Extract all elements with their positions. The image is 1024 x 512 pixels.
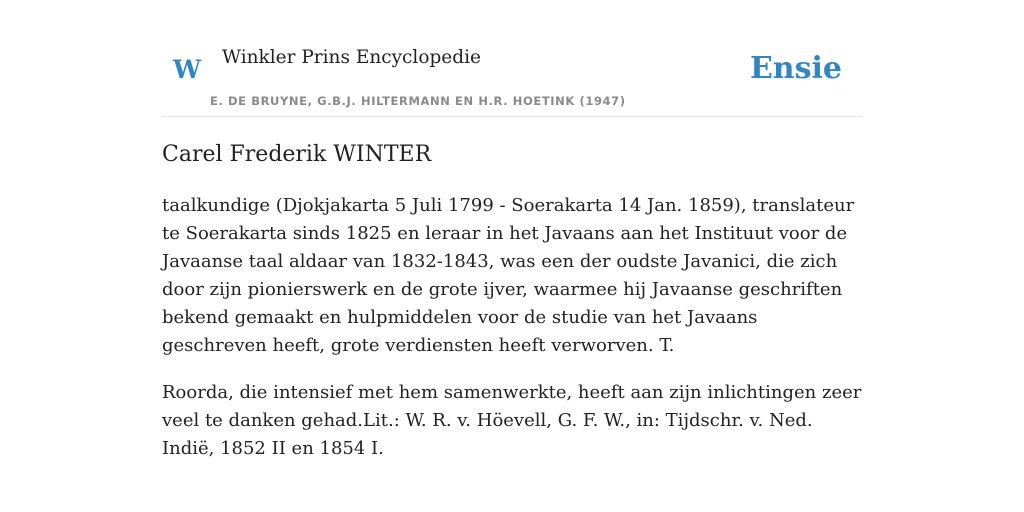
entry-paragraph-2: Roorda, die intensief met hem samenwerkte, heeft aan zijn inlichtingen zeer veel te danken gehad.Lit.: W. R. v. Höevell, G. F. W., in: Tijdschr. v. Ned. Indië, 1852 II en 1854 I. [162, 382, 862, 459]
entry-title: Carel Frederik WINTER [162, 142, 432, 167]
entry-paragraph-1: taalkundige (Djokjakarta 5 Juli 1799 - Soerakarta 14 Jan. 1859), translateur te Soerakarta sinds 1825 en leraar in het Javaans aan het Instituut voor de Javaanse taal aldaar van 1832-1843, was een der oudste Javanici, die zich door zijn pionierswerk en de grote ijver, waarmee hij Javaanse geschriften bekend gemaakt en hulpmiddelen voor de studie van het Javaans geschreven heeft, grote verdiensten heeft verworven. T. [162, 195, 855, 356]
source-title[interactable]: Winkler Prins Encyclopedie [222, 47, 481, 68]
brand-logo[interactable]: Ensie [749, 51, 842, 86]
page-container [162, 0, 862, 459]
source-authors: E. DE BRUYNE, G.B.J. HILTERMANN EN H.R. HOETINK (1947) [210, 94, 626, 108]
source-logo[interactable]: W [173, 55, 202, 84]
source-header [162, 0, 862, 117]
